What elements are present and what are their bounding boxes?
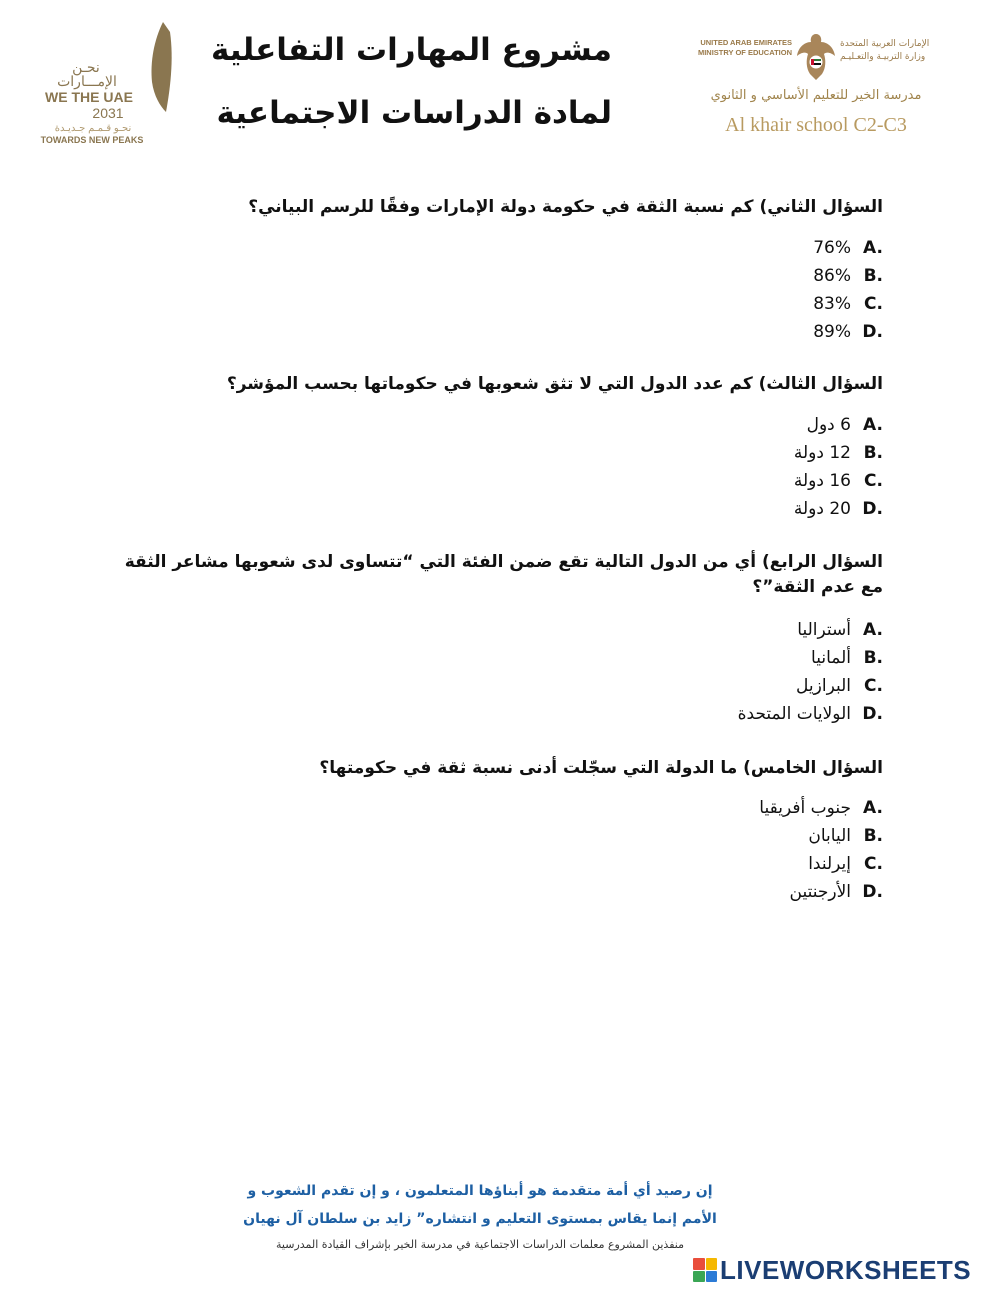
option-text: 89% — [813, 322, 851, 342]
question-5-option-c[interactable] — [759, 850, 883, 878]
option-letter: D . — [861, 882, 883, 902]
page-title-line2: لمادة الدراسات الاجتماعية — [216, 95, 612, 131]
option-text: إيرلندا — [808, 854, 851, 874]
question-4-text: السؤال الرابع) أي من الدول التالية تقع ضمن الفئة التي “تتساوى لدى شعوبها مشاعر الثقة مع عدم الثقة”؟ — [124, 552, 883, 597]
uae-logo-line5: نحـو قـمـم جـديـدة — [54, 123, 132, 134]
question-5-option-b[interactable] — [759, 822, 883, 850]
option-text: 76% — [813, 238, 851, 258]
option-text: 20 دولة — [793, 499, 851, 519]
option-text: 16 دولة — [793, 471, 851, 491]
option-text: 6 دول — [806, 415, 851, 435]
ministry-english — [672, 38, 792, 58]
ministry-ar-line2: وزارة التربيـة والتعـليـم — [840, 51, 926, 62]
liveworksheets-brand: LIVEWORKSHEETS — [720, 1254, 972, 1285]
question-2-option-b[interactable] — [813, 262, 883, 290]
question-5-option-d[interactable] — [759, 878, 883, 906]
ministry-school-logo — [672, 30, 962, 140]
option-text: أستراليا — [797, 620, 851, 640]
question-5-option-a[interactable] — [759, 794, 883, 822]
question-3-option-b[interactable] — [794, 439, 883, 467]
ministry-en-line2: MINISTRY OF EDUCATION — [697, 47, 792, 57]
footer-quote-line1: إن رصيد أي أمة متقدمة هو أبناؤها المتعلمون ، و إن تقدم الشعوب و — [247, 1183, 713, 1199]
option-text: البرازيل — [796, 676, 851, 696]
uae-logo-line1: نحـن — [72, 59, 100, 75]
uae-emblem-falcon-icon — [794, 30, 838, 82]
question-4-option-a[interactable] — [738, 616, 883, 644]
option-letter: A . — [861, 415, 883, 435]
option-letter: C . — [861, 294, 883, 314]
question-2-text: السؤال الثاني) كم نسبة الثقة في حكومة دولة الإمارات وفقًا للرسم البياني؟ — [248, 197, 883, 217]
question-2-option-d[interactable] — [813, 318, 883, 346]
question-3-option-c[interactable] — [794, 467, 883, 495]
we-the-uae-logo — [38, 20, 158, 150]
footer-credit: منفذين المشروع معلمات الدراسات الاجتماعية في مدرسة الخير بإشراف القيادة المدرسية — [276, 1238, 684, 1251]
school-name-arabic: مدرسة الخير للتعليم الأساسي و الثانوي — [710, 88, 922, 103]
question-3-option-d[interactable] — [794, 495, 883, 523]
option-letter: C . — [861, 854, 883, 874]
uae-logo-line2: الإمـــارات — [57, 73, 117, 89]
option-text: الولايات المتحدة — [737, 704, 851, 724]
option-text: 83% — [813, 294, 851, 314]
liveworksheets-logo[interactable] — [693, 1255, 971, 1285]
question-2-options — [813, 234, 883, 346]
question-3-options — [794, 411, 883, 523]
option-letter: C . — [861, 471, 883, 491]
option-letter: D . — [861, 704, 883, 724]
uae-logo-line4: 2031 — [92, 105, 124, 121]
option-text: 12 دولة — [793, 443, 851, 463]
ministry-ar-line1: الإمارات العربية المتحدة — [840, 39, 930, 49]
question-4-options — [738, 616, 883, 728]
option-letter: B . — [861, 826, 883, 846]
option-text: الأرجنتين — [789, 882, 851, 902]
liveworksheets-grid-icon — [693, 1258, 717, 1282]
ministry-en-line1: UNITED ARAB EMIRATES — [700, 38, 792, 47]
question-2-option-a[interactable] — [813, 234, 883, 262]
option-letter: D . — [861, 499, 883, 519]
uae-logo-line6: TOWARDS NEW PEAKS — [40, 135, 144, 145]
option-letter: C . — [861, 676, 883, 696]
question-2-option-c[interactable] — [813, 290, 883, 318]
question-5-text: السؤال الخامس) ما الدولة التي سجّلت أدنى نسبة ثقة في حكومتها؟ — [319, 758, 883, 778]
option-letter: B . — [861, 443, 883, 463]
question-3-text: السؤال الثالث) كم عدد الدول التي لا تثق شعوبها في حكوماتها بحسب المؤشر؟ — [226, 374, 883, 394]
uae-logo-line3: WE THE UAE — [45, 89, 133, 105]
question-5-options — [759, 794, 883, 906]
option-letter: A . — [861, 620, 883, 640]
page-title-line1: مشروع المهارات التفاعلية — [211, 32, 612, 68]
option-letter: A . — [861, 798, 883, 818]
school-name-english: Al khair school C2-C3 — [725, 114, 907, 136]
question-3-option-a[interactable] — [794, 411, 883, 439]
option-text: جنوب أفريقيا — [759, 798, 851, 818]
question-4-option-b[interactable] — [738, 644, 883, 672]
option-text: ألمانيا — [811, 648, 851, 668]
question-4-option-c[interactable] — [738, 672, 883, 700]
option-letter: B . — [861, 266, 883, 286]
option-letter: B . — [861, 648, 883, 668]
footer-quote-line2: الأمم إنما يقاس بمستوى التعليم و انتشاره” زايد بن سلطان آل نهيان — [243, 1211, 717, 1227]
ministry-arabic — [840, 38, 960, 63]
option-text: اليابان — [808, 826, 851, 846]
option-text: 86% — [813, 266, 851, 286]
option-letter: A . — [861, 238, 883, 258]
option-letter: D . — [861, 322, 883, 342]
question-4-option-d[interactable] — [738, 700, 883, 728]
